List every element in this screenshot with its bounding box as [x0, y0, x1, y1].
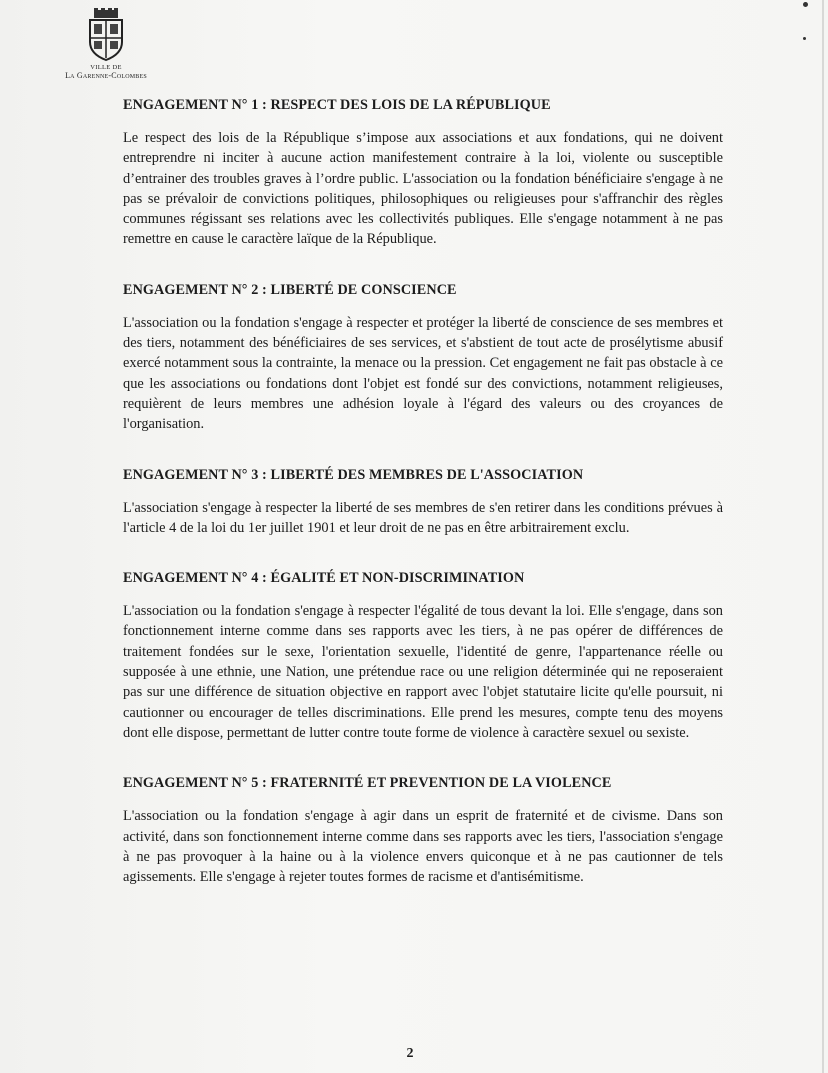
section-title: ENGAGEMENT N° 2 : LIBERTÉ DE CONSCIENCE	[123, 281, 457, 298]
city-logo	[56, 8, 156, 88]
page-edge	[822, 0, 824, 1073]
engagement-section	[123, 569, 723, 743]
section-title: ENGAGEMENT N° 5 : FRATERNITÉ ET PREVENTION DE LA VIOLENCE	[123, 775, 612, 792]
engagement-section	[123, 96, 723, 250]
city-caption: VILLE DE	[90, 64, 122, 71]
engagement-section	[123, 281, 723, 435]
section-title: ENGAGEMENT N° 1 : RESPECT DES LOIS DE LA RÉPUBLIQUE	[123, 97, 551, 113]
section-paragraph: L'association s'engage à respecter la liberté de ses membres de s'en retirer dans les conditions prévues à l'article 4 de la loi du 1er juillet 1901 et leur droit de ne pas en être arbitrairement exclu.	[123, 499, 723, 536]
coat-of-arms-icon	[86, 8, 126, 62]
section-paragraph: L'association ou la fondation s'engage à respecter et protéger la liberté de conscience de ses membres et des tiers, notamment des bénéficiaires de ses services, et s'abstient de tout acte de prosélytisme abusif exercé notamment sous la contrainte, la menace ou la pression. Cet engagement ne fait pas obstacle à ce que les associations ou fondations dont l'objet est fondé sur des convictions, notamment religieuses, requièrent de leurs membres une adhésion loyale à l'égard des valeurs ou des croyances de l'organisation.	[123, 314, 723, 433]
page-number: 2	[406, 1046, 414, 1061]
section-paragraph: L'association ou la fondation s'engage à respecter l'égalité de tous devant la loi. Elle s'engage, dans son fonctionnement interne comme dans ses rapports avec les tiers, à ne pas opérer de différences de traitement fondées sur le sexe, l'orientation sexuelle, l'identité de genre, l'appartenance réelle ou supposée à une ethnie, une Nation, une prétendue race ou une religion déterminée qui ne reposeraient pas sur une différence de situation objective en rapport avec l'objet statutaire licite qu'elle poursuit, ni cautionner ou encourager de telles discriminations. Elle prend les mesures, compte tenu des moyens dont elle dispose, permettant de lutter contre toute forme de violence à caractère sexuel ou sexiste.	[123, 603, 723, 741]
section-paragraph: Le respect des lois de la République s’impose aux associations et aux fondations, qui ne doivent entreprendre ni inciter à aucune action manifestement contraire à la loi, violente ou susceptible d’entrainer des troubles graves à l’ordre public. L'association ou la fondation bénéficiaire s'engage à ne pas se prévaloir de convictions politiques, philosophiques ou religieuses pour s'affranchir des règles communes régissant ses relations avec les collectivités publiques. Elle s'engage notamment à ne pas remettre en cause le caractère laïque de la République.	[123, 130, 723, 248]
section-title: ENGAGEMENT N° 3 : LIBERTÉ DES MEMBRES DE L'ASSOCIATION	[123, 466, 584, 483]
engagement-section	[123, 774, 723, 887]
engagement-section	[123, 466, 723, 539]
speck-mark	[803, 37, 806, 40]
section-title: ENGAGEMENT N° 4 : ÉGALITÉ ET NON-DISCRIMINATION	[123, 570, 525, 587]
city-name: La Garenne-Colombes	[65, 71, 147, 80]
document-body	[123, 96, 723, 887]
section-paragraph: L'association ou la fondation s'engage à agir dans un esprit de fraternité et de civisme. Dans son activité, dans son fonctionnement interne comme dans ses rapports avec les tiers, l'association s'engage à ne pas provoquer à la haine ou à la violence envers quiconque et à ne pas cautionner de tels agissements. Elle s'engage à rejeter toutes formes de racisme et d'antisémitisme.	[123, 808, 723, 886]
speck-mark	[803, 2, 808, 7]
